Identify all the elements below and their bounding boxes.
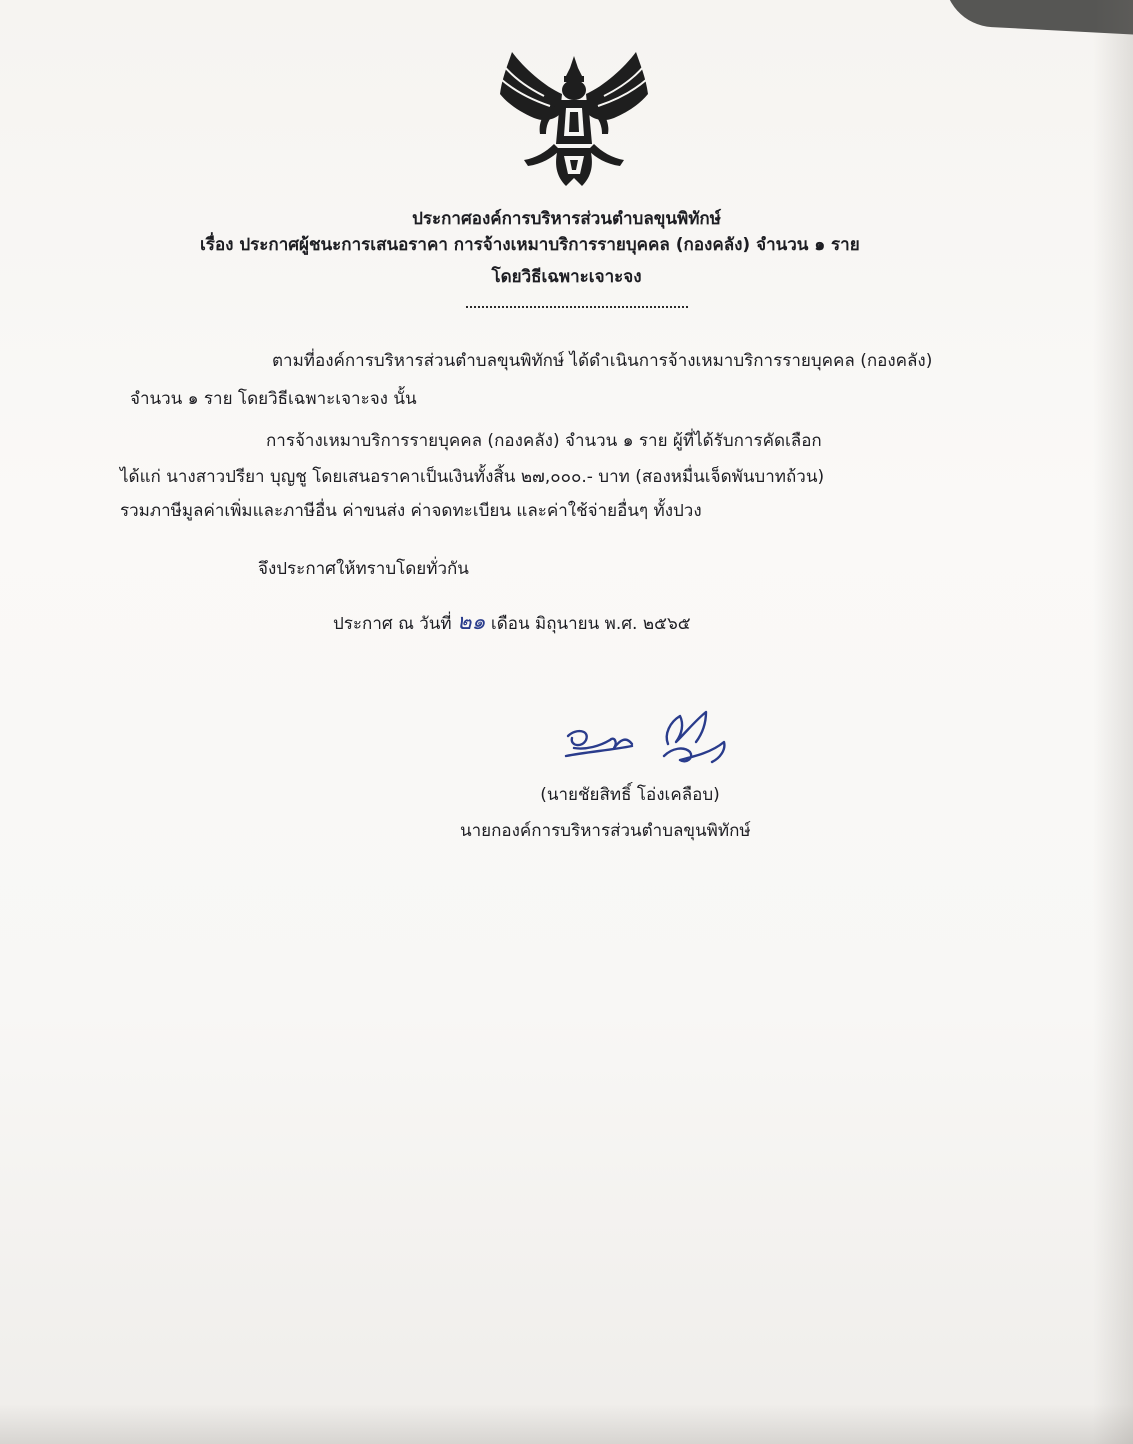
page-bottom-shadow: [0, 1404, 1133, 1444]
date-day-handwritten: ๒๑: [457, 610, 486, 635]
handwritten-signature: [556, 706, 746, 776]
paragraph-1-line-2: จำนวน ๑ ราย โดยวิธีเฉพาะเจาะจง นั้น: [130, 389, 417, 409]
paragraph-2-line-3: รวมภาษีมูลค่าเพิ่มและภาษีอื่น ค่าขนส่ง ค่าจดทะเบียน และค่าใช้จ่ายอื่นๆ ทั้งปวง: [120, 501, 702, 521]
date-prefix: ประกาศ ณ วันที่: [333, 614, 452, 634]
announcement-date: [333, 612, 691, 635]
signatory-position: นายกองค์การบริหารส่วนตำบลขุนพิทักษ์: [460, 821, 751, 841]
paragraph-1-line-1: ตามที่องค์การบริหารส่วนตำบลขุนพิทักษ์ ได้ดำเนินการจ้างเหมาบริการรายบุคคล (กองคลัง): [272, 351, 933, 371]
divider: [466, 306, 688, 308]
announcement-subject: เรื่อง ประกาศผู้ชนะการเสนอราคา การจ้างเหมาบริการรายบุคคล (กองคลัง) จำนวน ๑ ราย: [200, 235, 860, 255]
announcement-method: โดยวิธีเฉพาะเจาะจง: [491, 267, 642, 287]
announcement-title: ประกาศองค์การบริหารส่วนตำบลขุนพิทักษ์: [412, 209, 721, 229]
date-month-year: เดือน มิถุนายน พ.ศ. ๒๕๖๕: [490, 614, 691, 634]
paragraph-3: จึงประกาศให้ทราบโดยทั่วกัน: [258, 559, 469, 579]
paragraph-2-line-1: การจ้างเหมาบริการรายบุคคล (กองคลัง) จำนวน ๑ ราย ผู้ที่ได้รับการคัดเลือก: [266, 431, 822, 451]
paragraph-2-line-2: ได้แก่ นางสาวปรียา บุญชู โดยเสนอราคาเป็นเงินทั้งสิ้น ๒๗,๐๐๐.- บาท (สองหมื่นเจ็ดพันบาทถ้วน): [120, 467, 825, 487]
signatory-name: (นายชัยสิทธิ์ โอ่งเคลือบ): [540, 785, 720, 805]
garuda-emblem-icon: [494, 48, 654, 190]
